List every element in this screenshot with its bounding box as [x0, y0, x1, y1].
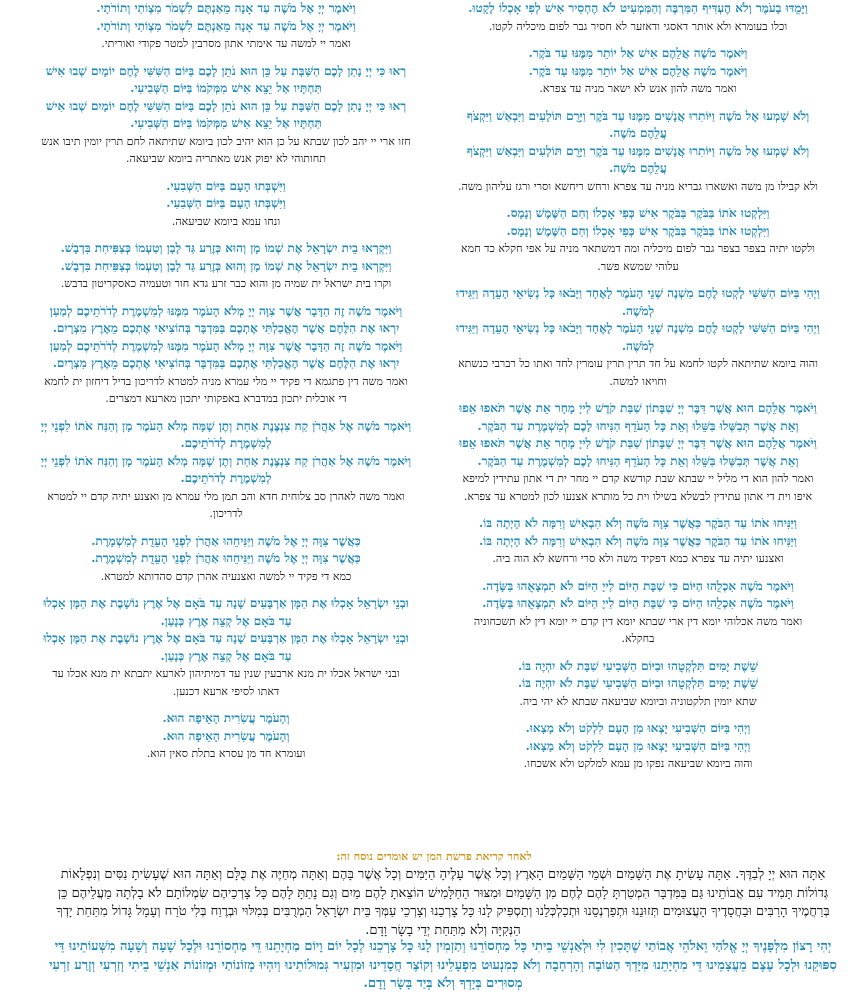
hebrew-verse: וּבְנֵי יִשְׂרָאֵל אָכְלוּ אֶת הַמָּן אַרְבָּעִים שָׁנָה עַד בֹּאָם אֶל אֶרֶץ נוֹשָׁבֶת אֶת הַמָּן אָכְלוּ עַד בֹּאָם אֶל קְצֵה אֶרֶץ כְּנָעַן. — [43, 631, 409, 663]
aramaic-translation: ואצנעו יתיה עד צפרא כמא דפקיד משה ולא סרי ורחשא לא הוה ביה. — [492, 552, 784, 565]
hebrew-verse: וַיֹּאמֶר יְיָ אֶל מֹשֶׁה עַד אָנָה מֵאַנְתֶּם לִשְׁמֹר מִצְוֹתַי וְתוֹרֹתָי. — [96, 18, 356, 33]
hebrew-verse: וַיֹּאמֶר מֹשֶׁה זֶה הַדָּבָר אֲשֶׁר צִוָּה יְיָ מְלֹא הָעֹמֶר מִמֶּנּוּ לְמִשְׁמֶרֶת לְדֹרֹתֵיכֶם לְמַעַן יִרְאוּ אֶת הַלֶּחֶם אֲשֶׁר הֶאֱכַלְתִּי אֶתְכֶם בַּמִּדְבָּר בְּהוֹצִיאִי אֶתְכֶם מֵאֶרֶץ מִצְרָיִם. — [49, 303, 403, 335]
aramaic-translation: והוה ביומא שביעאה נפקו מן עמא למלקט ולא אשכחו. — [523, 757, 753, 770]
verse-block — [40, 178, 412, 231]
verse-block — [456, 285, 820, 390]
prayer-paragraph-1: אַתָּה הוּא יְיָ לְבַדֶּךָ. אַתָּה עָשִׂיתָ אֶת הַשָּׁמַיִם וּשְׁמֵי הַשָּׁמַיִם הָאָרֶץ וְכָל אֲשֶׁר עָלֶיהָ הַיַּמִּים וְכָל אֲשֶׁר בָּהֶם וְאַתָּה מְחַיֶּה אֶת כֻּלָּם וְאַתָּה הוּא שֶׁעָשִׂיתָ נִסִּים וְנִפְלָאוֹת גְּדוֹלוֹת תָּמִיד עִם אֲבוֹתֵינוּ גַּם בַּמִּדְבָּר הִמְטַרְתָּ לָהֶם לֶחֶם מִן הַשָּׁמַיִם וּמִצּוּר הַחַלָּמִישׁ הוֹצֵאתָ לָהֶם מַיִם וְגַם נָתַתָּ לָהֶם כָּל צָרְכֵיהֶם שִׂמְלוֹתָם לֹא בָלְתָה מֵעֲלֵיהֶם כֵּן בְּרַחֲמֶיךָ הָרַבִּים וּבַחֲסָדֶיךָ הָעֲצוּמִים תְּזוּנֵנוּ וּתְפַרְנְסֵנוּ וּתְכַלְכְּלֵנוּ וְתַסְפִּיק לָנוּ כָּל צָרְכֵנוּ וְצָרְכֵי עַמְּךָ בֵּית יִשְׂרָאֵל הַמְרֻבִּים בְּמִלּוּי וּבְרֶוַח בְּלִי טֹרַח וְעָמָל גָּדוֹל מִתַּחַת יָדְךָ הַנְּקִיָּה וְלֹא מִתַּחַת יְדֵי בָשָׂר וָדָם. — [56, 867, 830, 938]
hebrew-verse: וַיִּלְקְטוּ אֹתוֹ בַּבֹּקֶר בַּבֹּקֶר אִישׁ כְּפִי אָכְלוֹ וְחַם הַשֶּׁמֶשׁ וְנָמָס. — [506, 206, 770, 220]
hebrew-verse: וְלֹא שָׁמְעוּ אֶל מֹשֶׁה וַיּוֹתִרוּ אֲנָשִׁים מִמֶּנּוּ עַד בֹּקֶר וַיָּרֻם תּוֹלָעִים וַיִּבְאַשׁ וַיִּקְצֹף עֲלֵהֶם מֹשֶׁה. — [466, 108, 810, 140]
verse-block — [456, 658, 820, 711]
hebrew-verse: כַּאֲשֶׁר צִוָּה יְיָ אֶל מֹשֶׁה וַיַּנִּיחֵהוּ אַהֲרֹן לִפְנֵי הָעֵדֻת לְמִשְׁמָרֶת. — [91, 551, 361, 565]
hebrew-verse: וַיָּמֻדּוּ בָעֹמֶר וְלֹא הֶעְדִּיף הַמַּרְבֶּה וְהַמַּמְעִיט לֹא הֶחְסִיר אִישׁ לְפִי אָכְלוֹ לָקָטוּ. — [468, 1, 808, 15]
right-column — [434, 0, 868, 840]
aramaic-translation: ואמר יי למשה עד אימתי אתון מסרבין למטר פקודי ואוריתי. — [101, 37, 351, 50]
aramaic-translation: ולקטו יתיה בצפר בצפר גבר לפום מיכליה ומה דמשתאר מניה על אפי חקלא כד חמא עלוהי שמשא פשר. — [461, 242, 815, 273]
verse-block — [456, 0, 820, 35]
hebrew-verse: וַיֹּאמֶר מֹשֶׁה זֶה הַדָּבָר אֲשֶׁר צִוָּה יְיָ מְלֹא הָעֹמֶר מִמֶּנּוּ לְמִשְׁמֶרֶת לְדֹרֹתֵיכֶם לְמַעַן יִרְאוּ אֶת הַלֶּחֶם אֲשֶׁר הֶאֱכַלְתִּי אֶתְכֶם בַּמִּדְבָּר בְּהוֹצִיאִי אֶתְכֶם מֵאֶרֶץ מִצְרָיִם. — [49, 338, 403, 370]
verse-block — [40, 418, 412, 523]
hebrew-verse: וַיֹּאמֶר מֹשֶׁה אֲלֵהֶם אִישׁ אַל יוֹתֵר מִמֶּנּוּ עַד בֹּקֶר. — [528, 63, 748, 78]
hebrew-verse: וְלֹא שָׁמְעוּ אֶל מֹשֶׁה וַיּוֹתִרוּ אֲנָשִׁים מִמֶּנּוּ עַד בֹּקֶר וַיָּרֻם תּוֹלָעִים וַיִּבְאַשׁ וַיִּקְצֹף עֲלֵהֶם מֹשֶׁה. — [466, 143, 810, 175]
hebrew-verse: וְהָעֹמֶר עֲשִׂרִית הָאֵיפָה הוּא. — [162, 711, 290, 725]
hebrew-verse: רְאוּ כִּי יְיָ נָתַן לָכֶם הַשַּׁבָּת עַל כֵּן הוּא נֹתֵן לָכֶם בַּיּוֹם הַשִּׁשִּׁי לֶחֶם יוֹמָיִם שְׁבוּ אִישׁ תַּחְתָּיו אַל יֵצֵא אִישׁ מִמְּקֹמוֹ בַּיּוֹם הַשְּׁבִיעִי. — [45, 63, 407, 95]
aramaic-translation: ואמר משה דין פתגמא די פקיד יי מלי עמרא מניה למטרא לדריכון בדיל דיחזון ית לחמא די אוכלית יתכון במדברא באפקותי יתכון מארעא דמצרים. — [44, 374, 408, 405]
verse-block — [456, 578, 820, 648]
aramaic-translation: ואמר להון הוא די מליל יי שבתא שבת קודשא קדם יי מחר ית די אתון עתידין למיפא איפו וית די אתון עתידין לבשלא בשילו וית כל מותרא אצנעו לכון למטרא עד צפרא. — [462, 472, 814, 503]
aramaic-translation: ועומרא חד מן עסרא בתלת סאין הוא. — [146, 747, 306, 760]
verse-block — [40, 710, 412, 763]
verse-block — [40, 63, 412, 168]
aramaic-translation: ונחו עמא ביומא שביעאה. — [171, 214, 281, 228]
hebrew-verse: וַיִּקְרְאוּ בֵית יִשְׂרָאֵל אֶת שְׁמוֹ מָן וְהוּא כְּזֶרַע גַּד לָבָן וְטַעְמוֹ כְּצַפִּיחִת בִּדְבָשׁ. — [60, 241, 392, 255]
left-column — [0, 0, 434, 840]
aramaic-translation: וקרו בית ישראל ית שמיה מן והוא כבר זרע גדא חור וטעמיה כאסקריטון בדבש. — [60, 277, 392, 290]
hebrew-verse: וַיֹּאמֶר מֹשֶׁה אֶל אַהֲרֹן קַח צִנְצֶנֶת אַחַת וְתֶן שָׁמָּה מְלֹא הָעֹמֶר מָן וְהַנַּח אֹתוֹ לִפְנֵי יְיָ לְמִשְׁמֶרֶת לְדֹרֹתֵיכֶם. — [40, 453, 412, 485]
hebrew-verse: וַיַּנִּיחוּ אֹתוֹ עַד הַבֹּקֶר כַּאֲשֶׁר צִוָּה מֹשֶׁה וְלֹא הִבְאִישׁ וְרִמָּה לֹא הָיְתָה בּוֹ. — [479, 516, 797, 530]
hebrew-verse: וַיַּנִּיחוּ אֹתוֹ עַד הַבֹּקֶר כַּאֲשֶׁר צִוָּה מֹשֶׁה וְלֹא הִבְאִישׁ וְרִמָּה לֹא הָיְתָה בּוֹ. — [479, 533, 797, 548]
verse-block — [40, 0, 412, 53]
verse-block — [40, 595, 412, 700]
aramaic-translation: כמא די פקיד יי למשה ואצנעיה אהרן קדם סהדותא למטרא. — [100, 569, 352, 583]
hebrew-verse: וַיִּלְקְטוּ אֹתוֹ בַּבֹּקֶר בַּבֹּקֶר אִישׁ כְּפִי אָכְלוֹ וְחַם הַשֶּׁמֶשׁ וְנָמָס. — [506, 223, 770, 238]
hebrew-verse: וַיְהִי בַּיּוֹם הַשְּׁבִיעִי יָצְאוּ מִן הָעָם לִלְקֹט וְלֹא מָצָאוּ. — [525, 721, 751, 735]
aramaic-translation: ואמר משה לאהרן סב צלוחית חדא והב תמן מלי עמרא מן ואצנע יתיה קדם יי למטרא לדריכון. — [47, 489, 405, 520]
hebrew-verse: וַיְהִי בַּיּוֹם הַשִּׁשִּׁי לָקְטוּ לֶחֶם מִשְׁנֶה שְׁנֵי הָעֹמֶר לָאֶחָד וַיָּבֹאוּ כָּל נְשִׂיאֵי הָעֵדָה וַיַּגִּידוּ לְמֹשֶׁה. — [456, 286, 820, 318]
hebrew-verse: וַיֹּאמֶר יְיָ אֶל מֹשֶׁה עַד אָנָה מֵאַנְתֶּם לִשְׁמֹר מִצְוֹתַי וְתוֹרֹתָי. — [96, 1, 356, 15]
aramaic-translation: וכלו בעומרא ולא אותר דאסגי ודאזער לא חסיר גבר לפום מיכליה לקטו. — [488, 19, 788, 33]
prayer-paragraph-2: יְהִי רָצוֹן מִלְּפָנֶיךָ יְיָ אֱלֹהַי וֵאלֹהֵי אֲבוֹתַי שֶׁתָּכִין לִי וּלְאַנְשֵׁי בֵיתִי כָּל מַחְסוֹרֵנוּ וְתַזְמִין לָנוּ כָּל צָרְכֵנוּ לְכָל יוֹם וָיוֹם מַחְיָתֵנוּ דֵּי מַחְסוֹרֵנוּ וּלְכָל שָׁעָה וְשָׁעָה מִשְּׁעוֹתֵינוּ דֵּי סִפּוּקֵנוּ וּלְכָל עֶצֶם מֵעֲצָמֵינוּ דֵּי מִחְיָתֵנוּ מִיָּדְךָ הַטּוֹבָה וְהָרְחָבָה וְלֹא כְּמִנְעוּט מִפְעָלֵינוּ וְקוֹצֶר חֲסָדֵינוּ וּמִזְעִיר גְּמוּלוֹתֵינוּ וְיִהְיוּ מְזוֹנוֹתַי וּמְזוֹנוֹת אַנְשֵׁי בֵיתִי וְזַרְעִי וְזֶרַע זַרְעִי מְסוּרִים בְּיָדְךָ וְלֹא בְּיַד בָּשָׂר וָדָם. — [49, 939, 837, 991]
verse-block — [40, 533, 412, 586]
hebrew-verse: וַיִּשְׁבְּתוּ הָעָם בַּיּוֹם הַשְּׁבִעִי. — [166, 178, 286, 193]
hebrew-verse: וּבְנֵי יִשְׂרָאֵל אָכְלוּ אֶת הַמָּן אַרְבָּעִים שָׁנָה עַד בֹּאָם אֶל אֶרֶץ נוֹשָׁבֶת אֶת הַמָּן אָכְלוּ עַד בֹּאָם אֶל קְצֵה אֶרֶץ כְּנָעַן. — [43, 596, 409, 628]
verse-block — [456, 45, 820, 98]
verse-block — [40, 303, 412, 408]
aramaic-translation: והוה ביומא שתיתאה לקטו לחמא על חד תרין תרין עומרין לחד ואתו כל רברבי כנשתא וחויאו למשה. — [458, 357, 818, 388]
verse-block — [456, 720, 820, 773]
aramaic-translation: חזו ארי יי יהב לכון שבתא על כן הוא יהיב לכון ביומא שתיתאה לחם תרין יומין תיבו אנש תחותוהי לא יפוק אנש מאתריה ביומא שביעאה. — [41, 134, 411, 165]
aramaic-translation: ובני ישראל אכלו ית מנא ארבעין שנין עד דמיתיהון לארעא יתבתא ית מנא אכלו עד דאתו לסיפי ארעא דכנען. — [52, 667, 400, 698]
verse-block — [456, 515, 820, 568]
verse-block — [40, 240, 412, 293]
hebrew-verse: וַיֹּאמֶר אֲלֵהֶם הוּא אֲשֶׁר דִּבֶּר יְיָ שַׁבָּתוֹן שַׁבַּת קֹדֶשׁ לַייָ מָחָר אֵת אֲשֶׁר תֹּאפוּ אֵפוּ וְאֵת אֲשֶׁר תְּבַשְּׁלוּ בַּשֵּׁלוּ וְאֵת כָּל הָעֹדֵף הַנִּיחוּ לָכֶם לְמִשְׁמֶרֶת עַד הַבֹּקֶר. — [459, 401, 817, 433]
aramaic-translation: ואמר משה להון אנש לא ישאר מניה עד צפרא. — [539, 82, 737, 95]
aramaic-translation: ואמר משה אכלוהי יומא דין ארי שבתא יומא דין קדם יי יומא דין לא תשכחוניה בחקלא. — [473, 614, 803, 645]
aramaic-translation: ולא קבילו מן משה ואשארו גבריא מניה עד צפרא ורחש ריחשא וסרי ורגז עליהון משה. — [457, 179, 818, 193]
hebrew-verse: רְאוּ כִּי יְיָ נָתַן לָכֶם הַשַּׁבָּת עַל כֵּן הוּא נֹתֵן לָכֶם בַּיּוֹם הַשִּׁשִּׁי לֶחֶם יוֹמָיִם שְׁבוּ אִישׁ תַּחְתָּיו אַל יֵצֵא אִישׁ מִמְּקֹמוֹ בַּיּוֹם הַשְּׁבִיעִי. — [45, 98, 407, 130]
verse-block — [456, 400, 820, 505]
hebrew-verse: וַיֹּאמֶר מֹשֶׁה אִכְלֻהוּ הַיּוֹם כִּי שַׁבָּת הַיּוֹם לַייָ הַיּוֹם לֹא תִמְצָאֻהוּ בַּשָּׂדֶה. — [482, 578, 794, 593]
hebrew-verse: וַיְהִי בַּיּוֹם הַשִּׁשִּׁי לָקְטוּ לֶחֶם מִשְׁנֶה שְׁנֵי הָעֹמֶר לָאֶחָד וַיָּבֹאוּ כָּל נְשִׂיאֵי הָעֵדָה וַיַּגִּידוּ לְמֹשֶׁה. — [456, 321, 820, 353]
hebrew-verse: כַּאֲשֶׁר צִוָּה יְיָ אֶל מֹשֶׁה וַיַּנִּיחֵהוּ אַהֲרֹן לִפְנֵי הָעֵדֻת לְמִשְׁמָרֶת. — [91, 533, 361, 548]
verse-block — [456, 205, 820, 275]
hebrew-verse: וַיֹּאמֶר מֹשֶׁה אֲלֵהֶם אִישׁ אַל יוֹתֵר מִמֶּנּוּ עַד בֹּקֶר. — [528, 46, 748, 60]
hebrew-verse: וַיֹּאמֶר מֹשֶׁה אֶל אַהֲרֹן קַח צִנְצֶנֶת אַחַת וְתֶן שָׁמָּה מְלֹא הָעֹמֶר מָן וְהַנַּח אֹתוֹ לִפְנֵי יְיָ לְמִשְׁמֶרֶת לְדֹרֹתֵיכֶם. — [40, 418, 412, 450]
verse-block — [456, 108, 820, 196]
hebrew-verse: וְהָעֹמֶר עֲשִׂרִית הָאֵיפָה הוּא. — [162, 728, 290, 743]
section-title: לאחר קריאת פרשת המן יש אומרים נוסח זה: — [336, 850, 532, 863]
hebrew-verse: וַיִּשְׁבְּתוּ הָעָם בַּיּוֹם הַשְּׁבִעִי. — [166, 196, 286, 210]
hebrew-verse: שֵׁשֶׁת יָמִים תִּלְקְטֻהוּ וּבַיּוֹם הַשְּׁבִיעִי שַׁבָּת לֹא יִהְיֶה בּוֹ. — [517, 658, 759, 673]
aramaic-translation: שתא יומין תלקטוניה וביומא שביעאה שבתא לא יהי ביה. — [519, 694, 757, 708]
hebrew-verse: וַיֹּאמֶר מֹשֶׁה אִכְלֻהוּ הַיּוֹם כִּי שַׁבָּת הַיּוֹם לַייָ הַיּוֹם לֹא תִמְצָאֻהוּ בַּשָּׂדֶה. — [482, 596, 794, 610]
hebrew-verse: וַיֹּאמֶר אֲלֵהֶם הוּא אֲשֶׁר דִּבֶּר יְיָ שַׁבָּתוֹן שַׁבַּת קֹדֶשׁ לַייָ מָחָר אֵת אֲשֶׁר תֹּאפוּ אֵפוּ וְאֵת אֲשֶׁר תְּבַשְּׁלוּ בַּשֵּׁלוּ וְאֵת כָּל הָעֹדֵף הַנִּיחוּ לָכֶם לְמִשְׁמֶרֶת עַד הַבֹּקֶר. — [459, 436, 817, 468]
hebrew-verse: וַיִּקְרְאוּ בֵית יִשְׂרָאֵל אֶת שְׁמוֹ מָן וְהוּא כְּזֶרַע גַּד לָבָן וְטַעְמוֹ כְּצַפִּיחִת בִּדְבָשׁ. — [60, 258, 392, 273]
hebrew-verse: וַיְהִי בַּיּוֹם הַשְּׁבִיעִי יָצְאוּ מִן הָעָם לִלְקֹט וְלֹא מָצָאוּ. — [525, 738, 751, 753]
hebrew-verse: שֵׁשֶׁת יָמִים תִּלְקְטֻהוּ וּבַיּוֹם הַשְּׁבִיעִי שַׁבָּת לֹא יִהְיֶה בּוֹ. — [517, 676, 759, 690]
